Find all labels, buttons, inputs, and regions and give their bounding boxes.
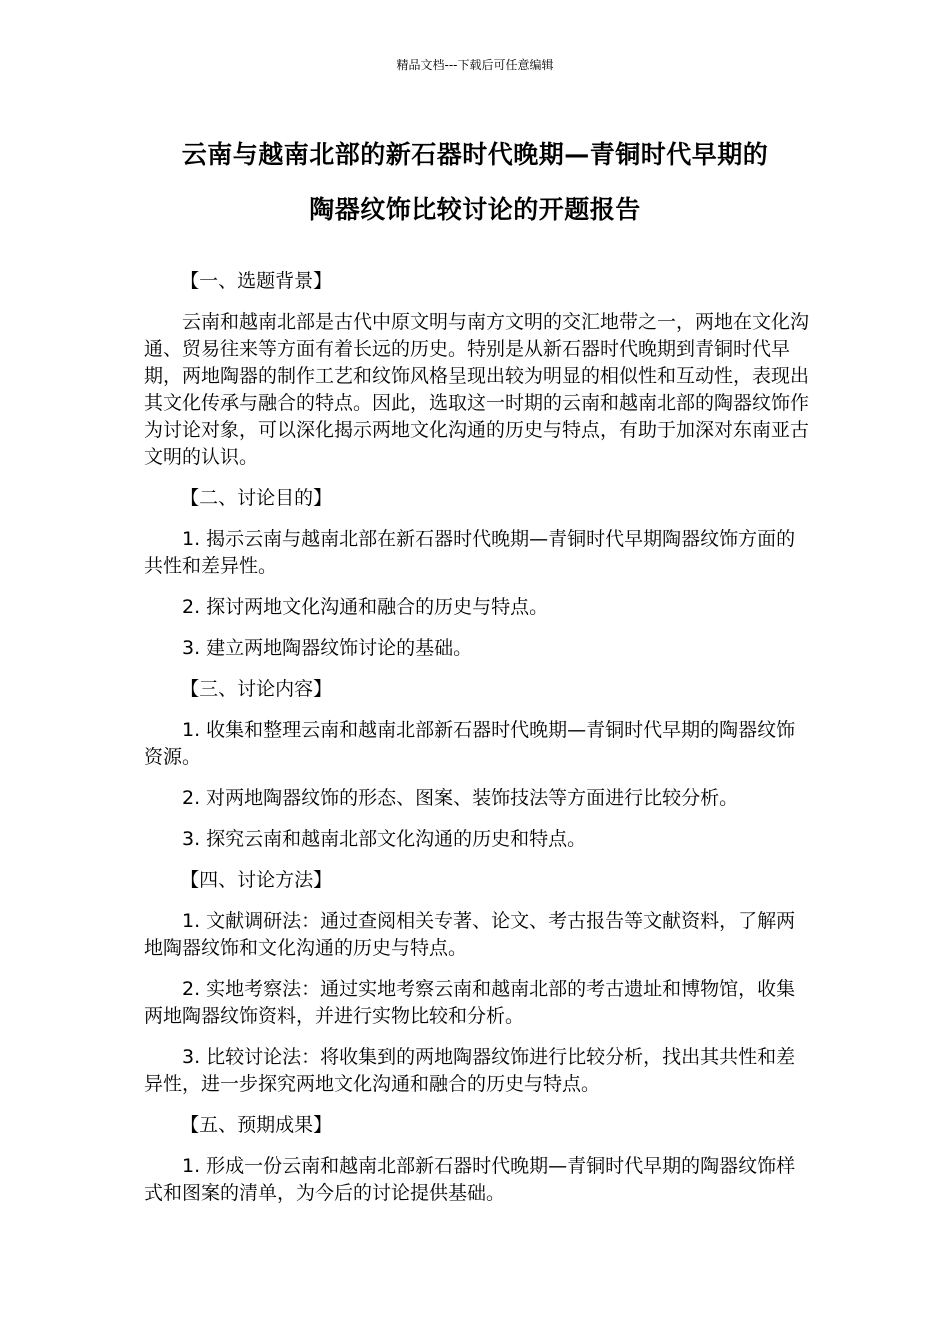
section-heading-content: 【三、讨论内容】: [180, 678, 333, 700]
section-heading-background: 【一、选题背景】: [180, 270, 333, 292]
list-item: 1. 文献调研法：通过查阅相关专著、论文、考古报告等文献资料，了解两地陶器纹饰和文化沟通的历史与特点。: [144, 910, 796, 959]
document-body: [144, 268, 810, 1221]
list-item: 3. 比较讨论法：将收集到的两地陶器纹饰进行比较分析，找出其共性和差异性，进一步探究两地文化沟通和融合的历史与特点。: [144, 1046, 796, 1095]
list-item: 2. 探讨两地文化沟通和融合的历史与特点。: [182, 596, 549, 618]
list-item: 1. 揭示云南与越南北部在新石器时代晚期—青铜时代早期陶器纹饰方面的共性和差异性。: [144, 528, 796, 577]
header-note: 精品文档---下载后可任意编辑: [396, 58, 554, 72]
section-heading-methods: 【四、讨论方法】: [180, 869, 333, 891]
list-item: 1. 收集和整理云南和越南北部新石器时代晚期—青铜时代早期的陶器纹饰资源。: [144, 719, 796, 768]
document-title-line-1: 云南与越南北部的新石器时代晚期—青铜时代早期的: [181, 140, 769, 169]
paragraph: 云南和越南北部是古代中原文明与南方文明的交汇地带之一，两地在文化沟通、贸易往来等方面有着长远的历史。特别是从新石器时代晚期到青铜时代早期，两地陶器的制作工艺和纹饰风格呈现出较为明显的相似性和互动性，表现出其文化传承与融合的特点。因此，选取这一时期的云南和越南北部的陶器纹饰作为讨论对象，可以深化揭示两地文化沟通的历史与特点，有助于加深对东南亚古文明的认识。: [144, 311, 810, 468]
list-item: 3. 探究云南和越南北部文化沟通的历史和特点。: [182, 828, 587, 850]
section-heading-purpose: 【二、讨论目的】: [180, 487, 333, 509]
list-item: 3. 建立两地陶器纹饰讨论的基础。: [182, 637, 473, 659]
list-item: 1. 形成一份云南和越南北部新石器时代晚期—青铜时代早期的陶器纹饰样式和图案的清单，为今后的讨论提供基础。: [144, 1155, 796, 1204]
list-item: 2. 对两地陶器纹饰的形态、图案、装饰技法等方面进行比较分析。: [182, 787, 739, 809]
section-heading-outcomes: 【五、预期成果】: [180, 1114, 333, 1136]
document-title-line-2: 陶器纹饰比较讨论的开题报告: [309, 195, 641, 224]
list-item: 2. 实地考察法：通过实地考察云南和越南北部的考古遗址和博物馆，收集两地陶器纹饰资料，并进行实物比较和分析。: [144, 978, 796, 1027]
